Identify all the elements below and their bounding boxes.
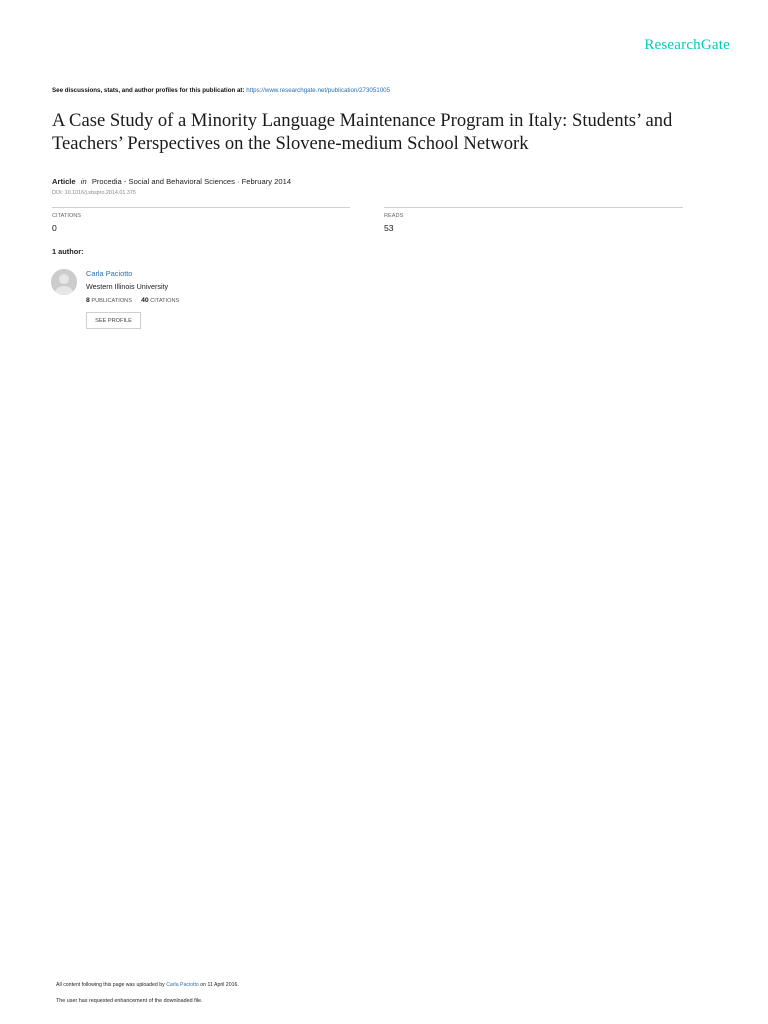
author-name-link[interactable]: Carla Paciotto [86, 269, 133, 278]
discussion-line [52, 87, 390, 94]
see-profile-button[interactable]: SEE PROFILE [86, 312, 141, 329]
reads-value: 53 [384, 223, 394, 233]
publication-type: Article [52, 177, 76, 186]
user-avatar-placeholder-icon[interactable] [51, 269, 77, 295]
publication-doi: DOI: 10.1016/j.sbspro.2014.01.375 [52, 190, 136, 196]
citations-value: 0 [52, 223, 57, 233]
uploader-link[interactable]: Carla Paciotto [166, 982, 199, 988]
in-word: in [80, 177, 87, 186]
researchgate-logo[interactable]: ResearchGate [644, 37, 730, 53]
publication-link[interactable]: https://www.researchgate.net/publication/273051005 [246, 87, 391, 94]
publication-title: A Case Study of a Minority Language Maintenance Program in Italy: Students’ and Teachers’ Perspectives on the Slovene-medium School Network [52, 110, 673, 154]
citations-divider [52, 207, 350, 208]
author-publications-label: PUBLICATIONS [91, 298, 132, 304]
journal-info: Procedia - Social and Behavioral Sciences · February 2014 [91, 177, 292, 186]
author-citations-count: 40 [141, 297, 149, 304]
upload-note [56, 982, 239, 988]
author-citations-label: CITATIONS [150, 298, 180, 304]
discussion-prefix: See discussions, stats, and author profiles for this publication at: [52, 87, 245, 94]
upload-prefix: All content following this page was uploaded by [56, 982, 165, 988]
reads-divider [384, 207, 683, 208]
upload-suffix: on 11 April 2016. [200, 982, 239, 988]
author-institution: Western Illinois University [86, 282, 169, 291]
author-publications-count: 8 [86, 297, 90, 304]
authors-heading: 1 author: [52, 247, 84, 256]
publication-meta [52, 177, 291, 186]
reads-label: READS [384, 213, 404, 219]
author-stats [86, 297, 179, 304]
citations-label: CITATIONS [52, 213, 82, 219]
enhancement-note: The user has requested enhancement of the downloaded file. [56, 998, 203, 1004]
